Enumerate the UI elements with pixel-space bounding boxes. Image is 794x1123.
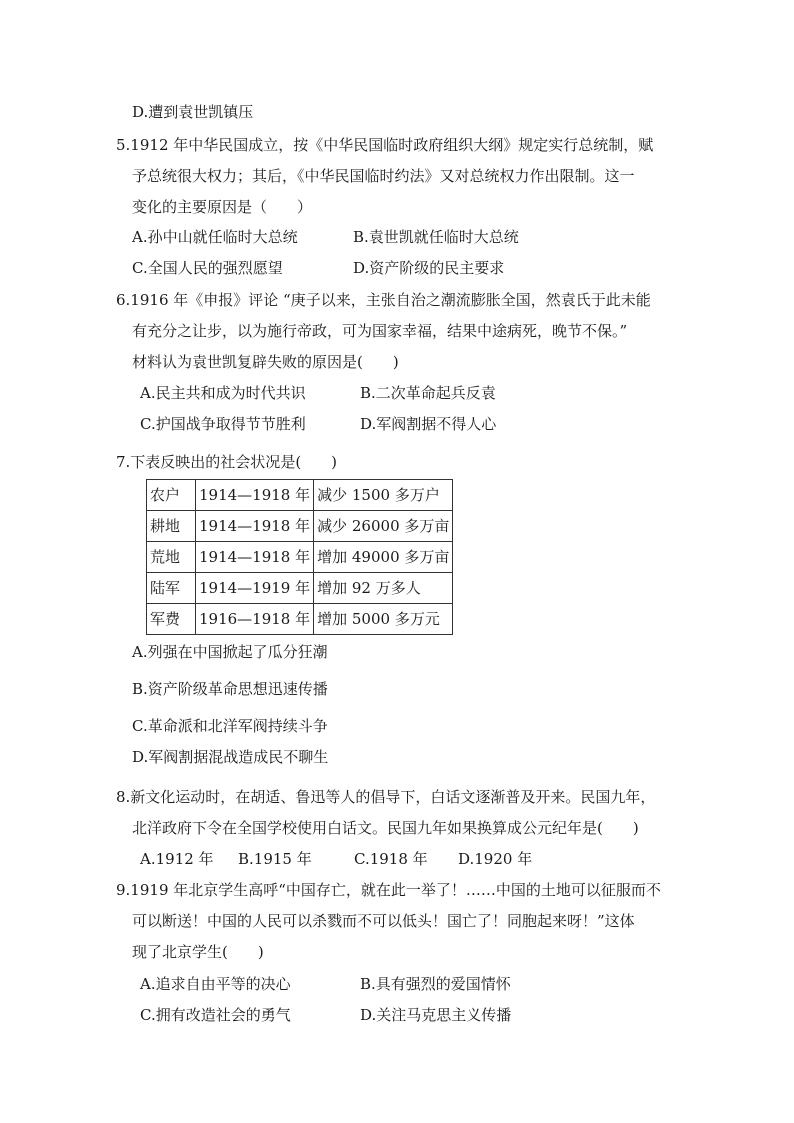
q6-option-d: D.军阀割据不得人心 [360,415,497,433]
table-cell: 军费 [147,604,196,635]
table-row [147,480,453,511]
table-cell: 农户 [147,480,196,511]
table-cell: 增加 92 万多人 [314,573,453,604]
q5-stem-line-1: 5.1912 年中华民国成立，按《中华民国临时政府组织大纲》规定实行总统制，赋 [116,136,654,154]
table-cell: 减少 1500 多万户 [314,480,453,511]
q7-option-c: C.革命派和北洋军阀持续斗争 [132,717,328,735]
table-cell: 荒地 [147,542,196,573]
q8-option-c: C.1918 年 [354,850,428,868]
table-cell: 耕地 [147,511,196,542]
q9-stem-line-1: 9.1919 年北京学生高呼“中国存亡，就在此一举了！……中国的土地可以征服而不 [116,881,661,899]
q7-data-table [146,479,453,635]
table-cell: 减少 26000 多万亩 [314,511,453,542]
q8-stem-line-1: 8.新文化运动时，在胡适、鲁迅等人的倡导下，白话文逐渐普及开来。民国九年， [116,788,656,806]
q8-option-b: B.1915 年 [238,850,312,868]
table-row [147,604,453,635]
q5-option-d: D.资产阶级的民主要求 [353,259,505,277]
q5-stem-line-3: 变化的主要原因是（ ） [132,198,313,216]
q9-stem-line-3: 现了北京学生( ) [132,943,264,961]
table-cell: 增加 5000 多万元 [314,604,453,635]
q9-stem-line-2: 可以断送！中国的人民可以杀戮而不可以低头！国亡了！同胞起来呀！”这体 [132,912,635,930]
table-row [147,542,453,573]
q9-option-a: A.追求自由平等的决心 [140,975,291,993]
q6-stem-line-1: 6.1916 年《申报》评论 “庚子以来，主张自治之潮流膨胀全国，然袁氏于此未能 [116,291,651,309]
q4-option-d: D.遭到袁世凯镇压 [132,103,254,121]
q5-option-a: A.孙中山就任临时大总统 [132,228,298,246]
q5-option-b: B.袁世凯就任临时大总统 [353,228,519,246]
q9-option-d: D.关注马克思主义传播 [360,1006,512,1024]
q7-option-a: A.列强在中国掀起了瓜分狂潮 [132,643,328,661]
q5-option-c: C.全国人民的强烈愿望 [132,259,283,277]
table-cell: 增加 49000 多万亩 [314,542,453,573]
table-cell: 1916—1918 年 [196,604,314,635]
q7-stem: 7.下表反映出的社会状况是( ) [116,453,338,471]
table-cell: 1914—1918 年 [196,511,314,542]
table-row [147,573,453,604]
table-cell: 陆军 [147,573,196,604]
q7-option-b: B.资产阶级革命思想迅速传播 [132,680,328,698]
q8-stem-line-2: 北洋政府下令在全国学校使用白话文。民国九年如果换算成公元纪年是( ) [132,819,639,837]
q6-option-c: C.护国战争取得节节胜利 [140,415,306,433]
q6-option-a: A.民主共和成为时代共识 [140,384,306,402]
q8-option-d: D.1920 年 [458,850,533,868]
table-cell: 1914—1918 年 [196,542,314,573]
q9-option-b: B.具有强烈的爱国情怀 [360,975,511,993]
q7-option-d: D.军阀割据混战造成民不聊生 [132,748,329,766]
table-row [147,511,453,542]
table-cell: 1914—1918 年 [196,480,314,511]
table-cell: 1914—1919 年 [196,573,314,604]
q9-option-c: C.拥有改造社会的勇气 [140,1006,291,1024]
q6-stem-line-2: 有充分之让步，以为施行帝政，可为国家幸福，结果中途病死，晚节不保。” [132,322,628,340]
q6-option-b: B.二次革命起兵反袁 [360,384,496,402]
q6-stem-line-3: 材料认为袁世凯复辟失败的原因是( ) [132,353,399,371]
q8-option-a: A.1912 年 [140,850,214,868]
q5-stem-line-2: 予总统很大权力；其后，《中华民国临时约法》又对总统权力作出限制。这一 [132,167,635,185]
